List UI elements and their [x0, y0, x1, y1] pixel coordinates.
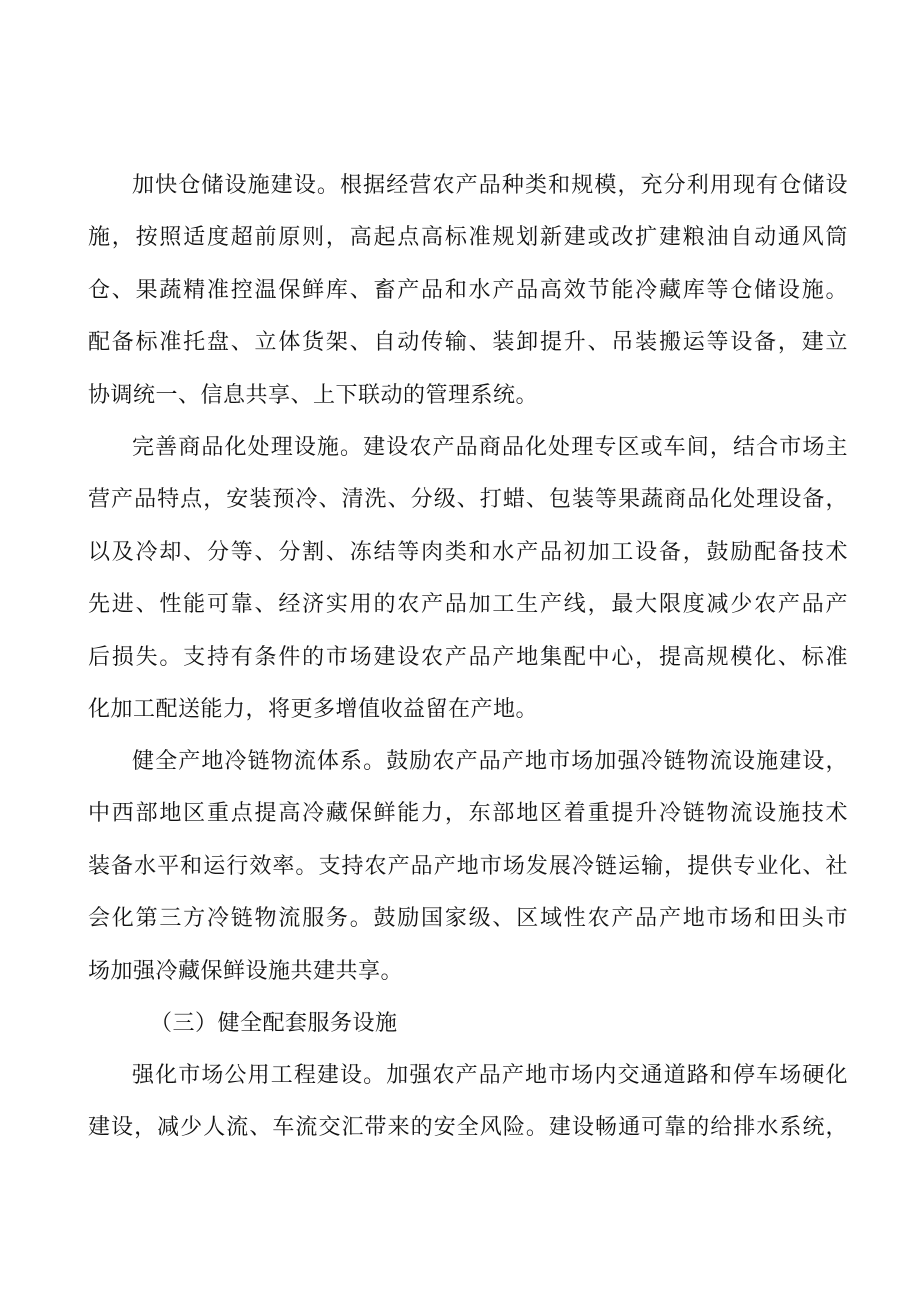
paragraph-line: 先进、性能可靠、经济实用的农产品加工生产线，最大限度减少农产品产 — [88, 592, 848, 618]
paragraph-warehousing — [88, 160, 848, 422]
paragraph-line: 健全产地冷链物流体系。鼓励农产品产地市场加强冷链物流设施建设， — [132, 749, 848, 774]
paragraph-line: 仓、果蔬精准控温保鲜库、畜产品和水产品高效节能冷藏库等仓储设施。 — [88, 277, 848, 303]
paragraph-line: 会化第三方冷链物流服务。鼓励国家级、区域性农产品产地市场和田头市 — [88, 906, 848, 932]
paragraph-line: 加快仓储设施建设。根据经营农产品种类和规模，充分利用现有仓储设 — [132, 173, 848, 198]
paragraph-cold-chain — [88, 736, 848, 998]
paragraph-line: 施，按照适度超前原则，高起点高标准规划新建或改扩建粮油自动通风筒 — [88, 225, 848, 251]
paragraph-commercial-processing — [88, 422, 848, 736]
paragraph-line: 完善商品化处理设施。建设农产品商品化处理专区或车间，结合市场主 — [132, 435, 848, 460]
paragraph-line: 配备标准托盘、立体货架、自动传输、装卸提升、吊装搬运等设备，建立 — [88, 330, 848, 356]
paragraph-line: 化加工配送能力，将更多增值收益留在产地。 — [88, 696, 539, 722]
paragraph-line: 建设，减少人流、车流交汇带来的安全风险。建设畅通可靠的给排水系统， — [88, 1115, 848, 1141]
paragraph-line: 强化市场公用工程建设。加强农产品产地市场内交通道路和停车场硬化 — [132, 1063, 848, 1088]
section-heading: （三）健全配套服务设施 — [150, 1011, 398, 1036]
paragraph-line: 以及冷却、分等、分割、冻结等肉类和水产品初加工设备，鼓励配备技术 — [88, 539, 848, 565]
paragraph-line: 协调统一、信息共享、上下联动的管理系统。 — [88, 382, 539, 408]
paragraph-line: 中西部地区重点提高冷藏保鲜能力，东部地区着重提升冷链物流设施技术 — [88, 801, 848, 827]
paragraph-line: 场加强冷藏保鲜设施共建共享。 — [88, 958, 404, 984]
paragraph-line: 营产品特点，安装预冷、清洗、分级、打蜡、包装等果蔬商品化处理设备， — [88, 487, 848, 513]
paragraph-line: 装备水平和运行效率。支持农产品产地市场发展冷链运输，提供专业化、社 — [88, 853, 848, 879]
paragraph-line: 后损失。支持有条件的市场建设农产品产地集配中心，提高规模化、标准 — [88, 644, 848, 670]
paragraph-public-works — [88, 1050, 848, 1155]
